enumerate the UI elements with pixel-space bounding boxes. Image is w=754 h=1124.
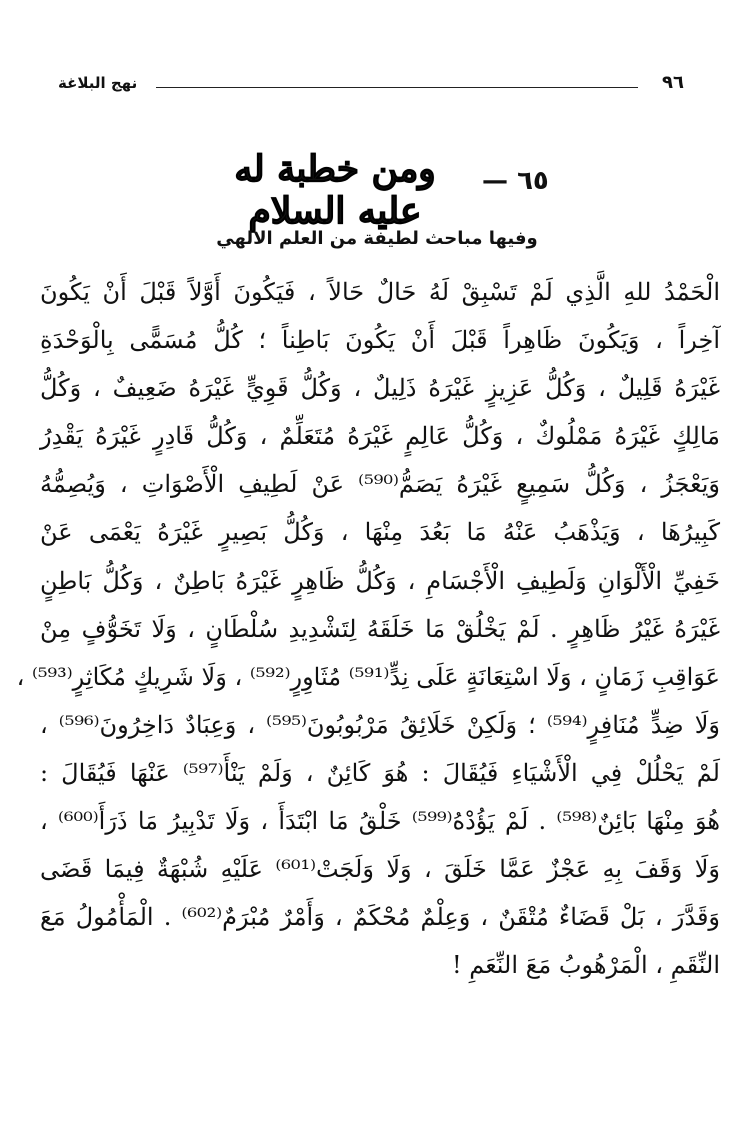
body-line: آخِراً ، وَيَكُونَ ظَاهِراً قَبْلَ أَنْ يَكُونَ بَاطِناً ؛ كُلُّ مُسَمًّى بِالْوَحْدَةِ	[40, 326, 720, 355]
body-line: وَقَدَّرَ ، بَلْ قَضَاءٌ مُتْقَنٌ ، وَعِلْمٌ مُحْكَمٌ ، وَأَمْرٌ مُبْرَمٌ⁽⁶⁰²⁾ . الْمَأْمُولُ مَعَ	[40, 903, 721, 932]
body-line: عَوَاقِبِ زَمَانٍ ، وَلَا اسْتِعَانَةٍ عَلَى نِدٍّ⁽⁵⁹¹⁾ مُثَاوِرٍ⁽⁵⁹²⁾ ، وَلَا شَرِيكٍ مُكَاثِرٍ⁽⁵⁹³⁾ ،	[16, 662, 720, 691]
body-line: الْحَمْدُ للهِ الَّذِي لَمْ تَسْبِقْ لَهُ حَالٌ حَالاً ، فَيَكُونَ أَوَّلاً قَبْلَ أَنْ يَكُونَ	[40, 278, 720, 306]
sermon-number: ٦٥ —	[482, 166, 549, 196]
body-line: خَفِيِّ الْأَلْوَانِ وَلَطِيفِ الْأَجْسَامِ ، وَكُلُّ ظَاهِرٍ غَيْرَهُ بَاطِنٌ ، وَكُلُّ بَاطِنٍ	[40, 566, 720, 595]
sermon-subtitle: وفيها مباحث لطيفة من العلم الالهي	[216, 228, 538, 249]
body-line: النِّقَمِ ، الْمَرْهُوبُ مَعَ النِّعَمِ !	[451, 951, 720, 980]
sermon-title: ومن خطبة له عليه السلام	[234, 148, 436, 232]
body-line: وَيَعْجَزُ ، وَكُلُّ سَمِيعٍ غَيْرَهُ يَصَمُّ⁽⁵⁹⁰⁾ عَنْ لَطِيفِ الْأَصْوَاتِ ، وَيُصِمُّهُ	[40, 470, 720, 499]
body-line: كَبِيرُهَا ، وَيَذْهَبُ عَنْهُ مَا بَعُدَ مِنْهَا ، وَكُلُّ بَصِيرٍ غَيْرَهُ يَعْمَى عَنْ	[40, 518, 720, 547]
body-line: هُوَ مِنْهَا بَائِنٌ⁽⁵⁹⁸⁾ . لَمْ يَؤُدْهُ⁽⁵⁹⁹⁾ خَلْقُ مَا ابْتَدَأَ ، وَلَا تَدْبِيرُ مَا ذَرَأَ⁽⁶⁰⁰⁾ ،	[40, 807, 720, 836]
running-header	[58, 74, 684, 98]
body-line: وَلَا وَقَفَ بِهِ عَجْزٌ عَمَّا خَلَقَ ، وَلَا وَلَجَتْ⁽⁶⁰¹⁾ عَلَيْهِ شُبْهَةٌ فِيمَا قَضَى	[40, 855, 720, 884]
sermon-body	[16, 268, 721, 989]
body-line: لَمْ يَحْلُلْ فِي الْأَشْيَاءِ فَيُقَالَ : هُوَ كَائِنٌ ، وَلَمْ يَنْأَ⁽⁵⁹⁷⁾ عَنْهَا فَيُقَالَ :	[40, 758, 720, 787]
sermon-heading	[0, 144, 754, 232]
body-line: غَيْرَهُ غَيْرُ ظَاهِرٍ . لَمْ يَخْلُقْ مَا خَلَقَهُ لِتَشْدِيدِ سُلْطَانٍ ، وَلَا تَخَوُّفٍ مِنْ	[40, 614, 720, 643]
running-header-book-title: نهج البلاغة	[58, 74, 138, 92]
body-line: وَلَا ضِدٍّ مُنَافِرٍ⁽⁵⁹⁴⁾ ؛ وَلَكِنْ خَلَائِقُ مَرْبُوبُونَ⁽⁵⁹⁵⁾ ، وَعِبَادٌ دَاخِرُونَ⁽⁵⁹⁶⁾ ،	[40, 710, 721, 739]
body-line: غَيْرَهُ قَلِيلٌ ، وَكُلُّ عَزِيزٍ غَيْرَهُ ذَلِيلٌ ، وَكُلُّ قَوِيٍّ غَيْرَهُ ضَعِيفٌ ، وَكُلُّ	[40, 374, 720, 403]
body-line: مَالِكٍ غَيْرَهُ مَمْلُوكٌ ، وَكُلُّ عَالِمٍ غَيْرَهُ مُتَعَلِّمٌ ، وَكُلُّ قَادِرٍ غَيْرَهُ يَقْدِرُ	[40, 422, 720, 451]
header-rule	[156, 87, 638, 88]
page-number: ٩٦	[662, 72, 684, 93]
